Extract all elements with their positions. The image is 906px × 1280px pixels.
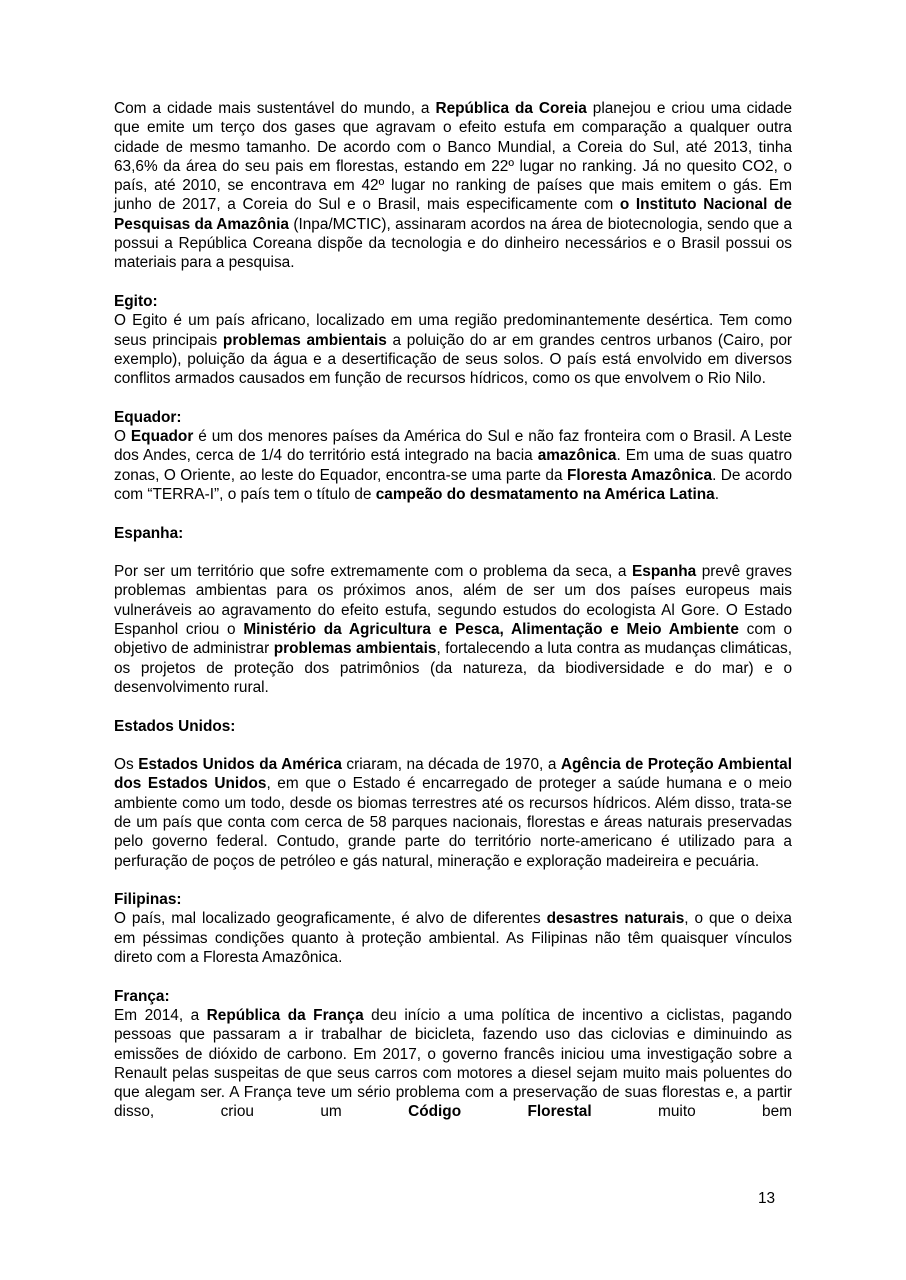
heading-filipinas: Filipinas: [114,891,182,909]
text-run: O país, mal localizado geograficamente, é alvo de diferentes [114,910,547,928]
bold-term: Agência de Proteção Ambiental dos Estados Unidos [114,756,792,793]
text-run: Por ser um território que sofre extremamente com o problema da seca, a [114,563,633,581]
heading-estados-unidos: Estados Unidos: [114,717,236,735]
bold-term: desastres naturais [546,910,685,928]
bold-term: problemas ambientais [222,331,387,349]
page-number: 13 [758,1190,776,1207]
text-run: Com a cidade mais sustentável do mundo, a [114,100,436,117]
paragraph-egito [114,311,792,388]
bold-term: Código Florestal [408,1103,592,1121]
text-run: . Em uma de suas quatro zonas, O Oriente, ao leste do Equador, encontra-se uma parte da [114,447,793,484]
bold-term: República da Coreia [435,100,587,117]
text-run: prevê graves problemas ambientas para os próximos anos, além de ser um dos países europeus mais vulneráveis ao agravamento do efeito estufa, segundo estudos do ecologista Al Gore. O Estado Espanhol criou o [114,563,792,639]
bold-term: o Instituto Nacional de Pesquisas da Amazônia [114,196,792,233]
paragraph-equador [114,427,792,504]
text-run: é um dos menores países da América do Sul e não faz fronteira com o Brasil. A Leste dos Andes, cerca de 1/4 do território está integrado na bacia [114,428,792,465]
bold-term: Ministério da Agricultura e Pesca, Alimentação e Meio Ambiente [243,621,739,639]
text-run: planejou e criou uma cidade que emite um terço dos gases que agravam o efeito estufa em comparação a qualquer outra cidade de mesmo tamanho. De acordo com o Banco Mundial, a Coreia do Sul, até 2013, tinha 63,6% da área do seu pais em florestas, estando em 22º lugar no ranking. Já no quesito CO2, o país, até 2010, se encontrava em 42º lugar no ranking de países que mais emitem o gás. Em junho de 2017, a Coreia do Sul e o Brasil, mais especificamente com [114,100,793,214]
paragraph-filipinas [114,909,792,967]
text-run: Em 2014, a [114,1006,207,1024]
paragraph-estados-unidos [114,755,792,871]
bold-term: Equador [130,428,194,446]
text-run: com o objetivo de administrar [114,621,793,658]
heading-equador: Equador: [114,408,182,426]
bold-term: amazônica [537,447,617,465]
bold-term: Espanha [632,563,697,581]
bold-term: Floresta Amazônica [567,466,713,484]
text-run: a poluição do ar em grandes centros urbanos (Cairo, por exemplo), poluição da água e a desertificação de seus solos. O país está envolvido em diversos conflitos armados causados em função de recursos hídricos, como os que envolvem o Rio Nilo. [114,331,793,388]
document-page [114,99,792,1122]
text-run: , em que o Estado é encarregado de proteger a saúde humana e o meio ambiente como um todo, desde os biomas terrestres até os recursos hídricos. Além disso, trata-se de um país que conta com cerca de 58 parques nacionais, florestas e áreas naturais preservadas pelo governo federal. Contudo, grande parte do território norte-americano é utilizado para a perfuração de poços de petróleo e gás natural, mineração e exploração madeireira e pecuária. [114,775,792,870]
text-run: deu início a uma política de incentivo a ciclistas, pagando pessoas que passaram a ir trabalhar de bicicleta, fazendo uso das ciclovias e diminuindo as emissões de dióxido de carbono. Em 2017, o governo francês iniciou uma investigação sobre a Renault pelas suspeitas de que seus carros com motores a diesel sejam muito mais poluentes do que alegam ser. A França teve um sério problema com a preservação de suas florestas e, a partir disso, criou um [114,1006,792,1121]
text-run: , o que o deixa em péssimas condições quanto à proteção ambiental. As Filipinas não têm quaisquer vínculos direto com a Floresta Amazônica. [114,910,792,967]
paragraph-franca [114,1006,792,1122]
text-run: (Inpa/MCTIC), assinaram acordos na área de biotecnologia, sendo que a possui a República Coreana dispõe da tecnologia e do dinheiro necessários e o Brasil possui os materiais para a pesquisa. [114,215,792,272]
bold-term: República da França [206,1006,364,1024]
text-run: criaram, na década de 1970, a [341,756,561,774]
text-run: , fortalecendo a luta contra as mudanças climáticas, os projetos de proteção dos patrimônios (da natureza, da biodiversidade e do mar) e o desenvolvimento rural. [114,640,792,696]
heading-egito: Egito: [114,292,158,310]
bold-term: Estados Unidos da América [138,756,342,774]
bold-term: problemas ambientais [273,640,437,658]
bold-term: campeão do desmatamento na América Latina [375,485,715,503]
text-run: . De acordo com “TERRA-I”, o país tem o título de [114,466,793,503]
text-run: Os [114,756,139,774]
text-run: muito bem [591,1103,792,1121]
paragraph-coreia [114,99,792,273]
text-run: O Egito é um país africano, localizado em uma região predominantemente desértica. Tem como seus principais [114,312,792,349]
text-run: O [114,428,131,446]
heading-espanha: Espanha: [114,524,184,542]
heading-franca: França: [114,987,170,1005]
text-run: . [714,485,720,503]
paragraph-espanha [114,562,792,697]
